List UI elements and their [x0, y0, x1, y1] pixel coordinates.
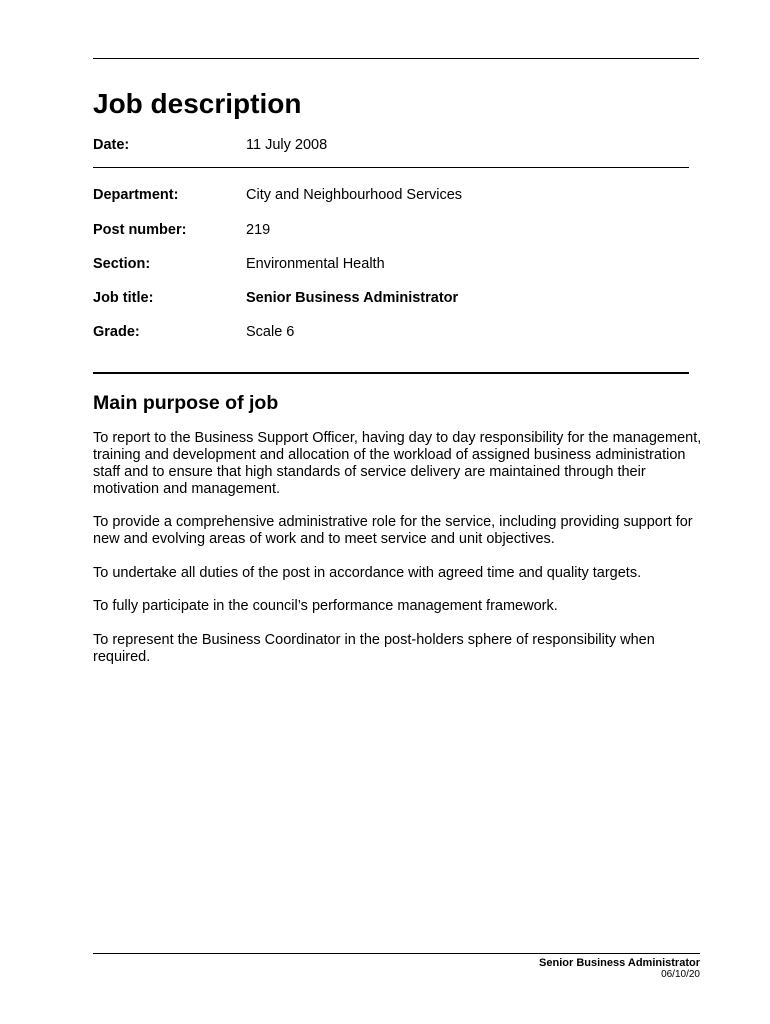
- purpose-paragraph: To provide a comprehensive administrative role for the service, including providing support for new and evolving areas of work and to meet service and unit objectives.: [93, 514, 693, 547]
- top-divider: [93, 58, 699, 59]
- job-title-value: Senior Business Administrator: [246, 290, 459, 306]
- grade-row: [93, 322, 693, 342]
- date-label: Date:: [93, 137, 130, 153]
- department-row: [93, 185, 693, 205]
- post-number-value: 219: [246, 222, 271, 238]
- grade-label: Grade:: [93, 324, 140, 340]
- section-divider: [93, 372, 689, 374]
- grade-value: Scale 6: [246, 324, 295, 340]
- page-title: Job description: [93, 88, 302, 119]
- date-value: 11 July 2008: [246, 137, 328, 153]
- section-label: Section:: [93, 256, 151, 272]
- footer-job-title: Senior Business Administrator: [539, 957, 700, 969]
- section-row: [93, 254, 693, 274]
- footer-date: 06/10/20: [661, 969, 700, 980]
- date-row: [93, 135, 693, 155]
- department-value: City and Neighbourhood Services: [246, 187, 463, 203]
- footer-divider: [93, 953, 700, 954]
- purpose-paragraph: To undertake all duties of the post in accordance with agreed time and quality targets.: [93, 565, 642, 581]
- section-value: Environmental Health: [246, 256, 385, 272]
- department-label: Department:: [93, 187, 179, 203]
- job-title-label: Job title:: [93, 290, 154, 306]
- purpose-paragraph: To fully participate in the council’s performance management framework.: [93, 598, 558, 614]
- post-number-label: Post number:: [93, 222, 187, 238]
- job-title-row: [93, 288, 693, 308]
- date-divider: [93, 167, 689, 168]
- main-purpose-heading: Main purpose of job: [93, 392, 279, 414]
- purpose-paragraph: To represent the Business Coordinator in the post-holders sphere of responsibility when required.: [93, 632, 655, 665]
- post-number-row: [93, 220, 693, 240]
- purpose-paragraph: To report to the Business Support Officer, having day to day responsibility for the management, training and development and allocation of the workload of assigned business administration staff and to ensure that high standards of service delivery are maintained through their motivation and management.: [93, 430, 702, 497]
